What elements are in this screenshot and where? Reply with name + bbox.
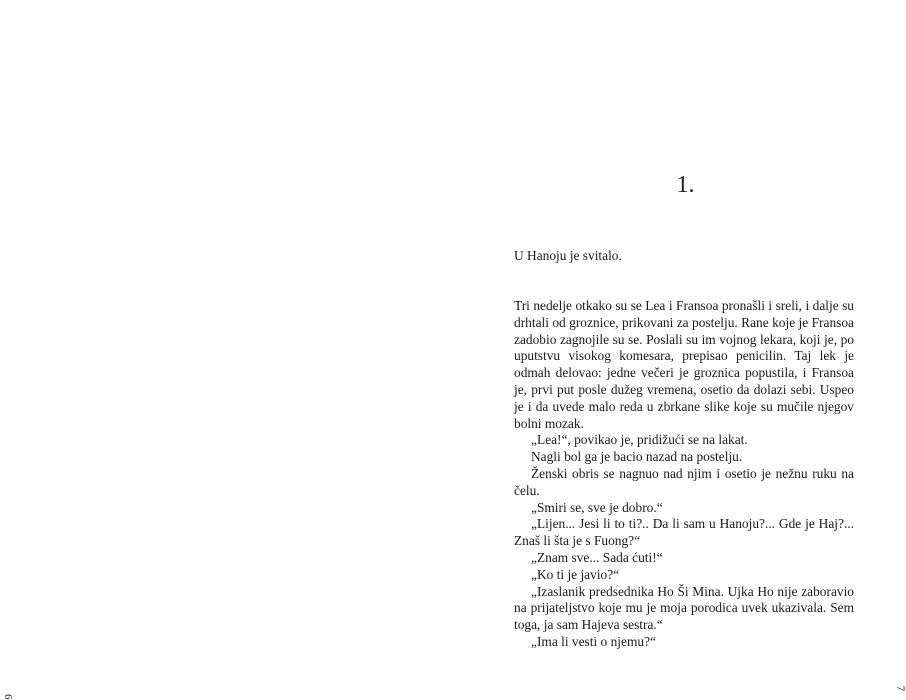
chapter-body — [514, 298, 854, 651]
chapter-number: 1. — [676, 172, 695, 198]
right-page — [453, 0, 906, 700]
paragraph: Tri nedelje otkako su se Lea i Fransoa pronašli i sreli, i dalje su drhtali od groznice, prikovani za postelju. Rane koje je Fransoa zadobio zagnojile su se. Poslali su im vojnog lekara, koji je, po uputstvu visokog komesara, prepisao penicilin. Taj lek je odmah delovao: jedne večeri je groznica popustila, i Fransoa je, prvi put posle dužeg vremena, osetio da dolazi sebi. Uspeo je i da uvede malo reda u zbrkane slike koje su mučile njegov bolni mozak. — [514, 298, 854, 431]
left-page-number: 6 — [2, 694, 14, 700]
paragraph: „Ko ti je javio?“ — [531, 566, 620, 582]
paragraph: „Smiri se, sve je dobro.“ — [531, 499, 663, 515]
paragraph: „Ima li vesti o njemu?“ — [531, 633, 656, 649]
paragraph: „Znam sve... Sada ćuti!“ — [531, 549, 663, 565]
paragraph: Nagli bol ga je bacio nazad na postelju. — [531, 449, 743, 465]
right-page-number: 7 — [893, 685, 906, 692]
paragraph: „Lijen... Jesi li to ti?.. Da li sam u Hanoju?... Gde je Haj?... Znaš li šta je s Fuong?“ — [514, 516, 854, 549]
paragraph: Ženski obris se nagnuo nad njim i osetio je nežnu ruku na čelu. — [514, 465, 854, 498]
opening-line: U Hanoju je svitalo. — [514, 248, 622, 263]
paragraph: „Lea!“, povikao je, pridižući se na lakat. — [531, 432, 748, 448]
paragraph: „Izaslanik predsednika Ho Ši Mina. Ujka Ho nije zaboravio na prijateljstvo koje mu je moja porodica uvek ukazivala. Sem toga, ja sam Hajeva sestra.“ — [514, 583, 854, 633]
